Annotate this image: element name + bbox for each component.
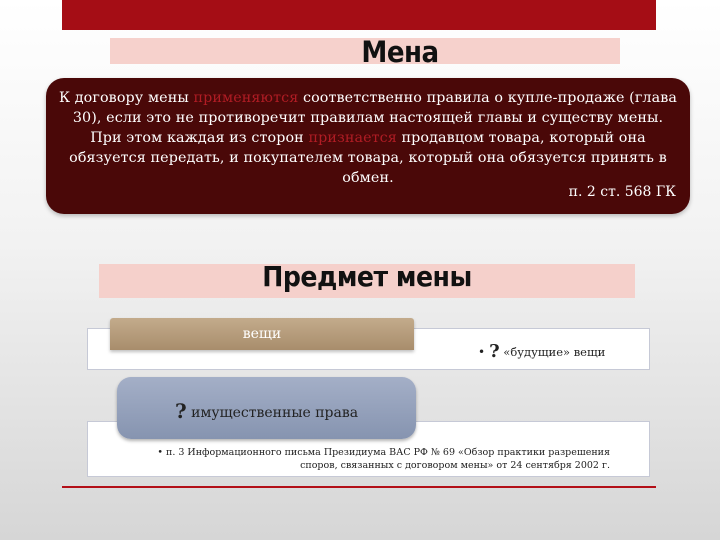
- top-accent-bar: [62, 0, 656, 30]
- quote-highlight-recognized: признается: [308, 130, 397, 146]
- law-quote-text: [58, 88, 678, 188]
- future-things-label: «будущие» вещи: [503, 345, 606, 359]
- things-tab: [110, 318, 414, 350]
- property-rights-tab: [117, 377, 416, 439]
- quote-highlight-applied: применяются: [193, 90, 299, 106]
- quote-part-1: К договору мены: [58, 90, 194, 106]
- bullet-icon: •: [478, 345, 486, 359]
- future-things-item: [478, 341, 605, 362]
- quote-part-2: соответственно правила о купле-продаже (глава 30), если это не противоречит правилам настоящей главы и существу мены. При этом каждая из сторон: [72, 90, 678, 146]
- subject-heading: Предмет мены: [262, 260, 472, 293]
- law-quote-box: [46, 78, 690, 214]
- things-label: вещи: [242, 326, 282, 342]
- property-rights-label: имущественные права: [186, 405, 359, 421]
- question-mark: ?: [175, 399, 187, 423]
- quote-source: п. 2 ст. 568 ГК: [568, 184, 676, 200]
- info-letter-line-2: споров, связанных с договором мены» от 24 сентября 2002 г.: [300, 460, 610, 471]
- bottom-accent-line: [62, 486, 656, 488]
- slide-title: Мена: [361, 35, 439, 69]
- info-letter-line-1: • п. 3 Информационного письма Президиума ВАС РФ № 69 «Обзор практики разрешения: [157, 447, 610, 458]
- quote-part-3: продавцом товара, который она обязуется передать, и покупателем товара, который она обязуется принять в обмен.: [69, 130, 667, 186]
- property-rights-text: [175, 399, 358, 423]
- info-letter-reference: [130, 446, 610, 472]
- question-mark: ?: [489, 341, 500, 362]
